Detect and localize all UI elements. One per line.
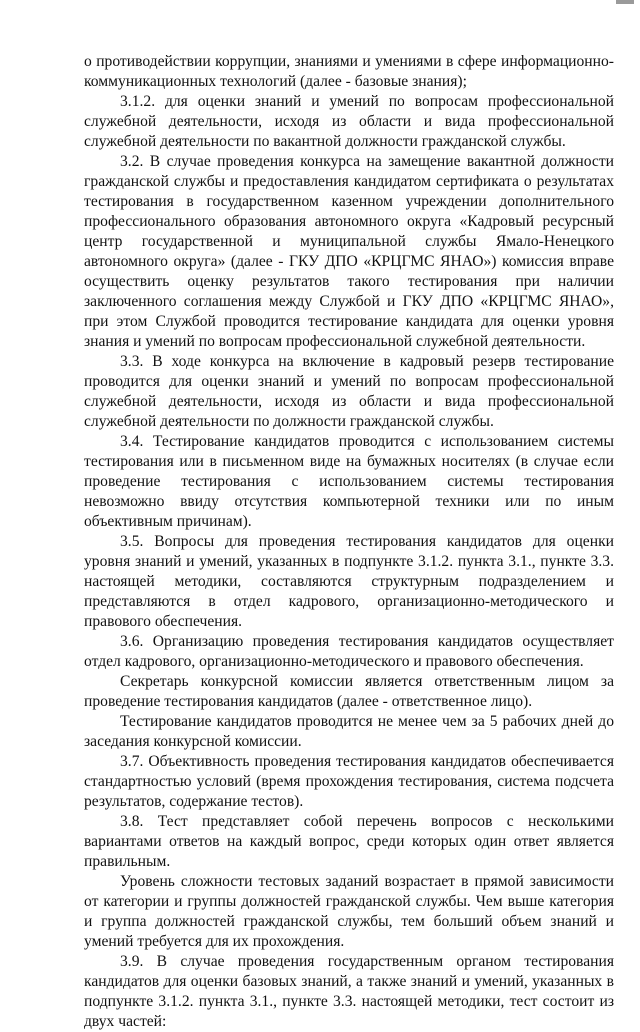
paragraph-3-7: 3.7. Объективность проведения тестирования кандидатов обеспечивается стандартностью условий (время прохождения тестирования, система подсчета результатов, содержание тестов).: [84, 753, 614, 810]
paragraph-basic-knowledge: о противодействии коррупции, знаниями и умениями в сфере информационно-коммуникационных технологий (далее - базовые знания);: [84, 53, 614, 90]
paragraph-difficulty-level: Уровень сложности тестовых заданий возрастает в прямой зависимости от категории и группы должностей гражданской службы. Чем выше категория и группа должностей гражданской службы, тем больший объем знаний и умений требуется для их прохождения.: [84, 873, 614, 950]
paragraph-secretary: Секретарь конкурсной комиссии является ответственным лицом за проведение тестирования кандидатов (далее - ответственное лицо).: [84, 673, 614, 710]
paragraph-3-9: 3.9. В случае проведения государственным органом тестирования кандидатов для оценки базовых знаний, а также знаний и умений, указанных в подпункте 3.1.2. пункта 3.1., пункте 3.3. настоящей методики, тест состоит из двух частей:: [84, 953, 614, 1030]
paragraph-testing-deadline: Тестирование кандидатов проводится не менее чем за 5 рабочих дней до заседания конкурсной комиссии.: [84, 713, 614, 750]
paragraph-3-3: 3.3. В ходе конкурса на включение в кадровый резерв тестирование проводится для оценки знаний и умений по вопросам профессиональной служебной деятельности, исходя из области и вида профессиональной служебной деятельности по должности гражданской службы.: [84, 353, 614, 430]
paragraph-3-6: 3.6. Организацию проведения тестирования кандидатов осуществляет отдел кадрового, организационно-методического и правового обеспечения.: [84, 633, 614, 670]
paragraph-3-4: 3.4. Тестирование кандидатов проводится с использованием системы тестирования или в письменном виде на бумажных носителях (в случае если проведение тестирования с использованием системы тестирования невозможно ввиду отсутствия компьютерной техники или по иным объективным причинам).: [84, 433, 614, 530]
paragraph-3-2: 3.2. В случае проведения конкурса на замещение вакантной должности гражданской службы и предоставления кандидатом сертификата о результатах тестирования в государственном казенном учреждении дополнительного профессионального образования автономного округа «Кадровый ресурсный центр государственной и муниципальной службы Ямало-Ненецкого автономного округа» (далее - ГКУ ДПО «КРЦГМС ЯНАО») комиссия вправе осуществить оценку результатов такого тестирования при наличии заключенного соглашения между Службой и ГКУ ДПО «КРЦГМС ЯНАО», при этом Службой проводится тестирование кандидата для оценки уровня знания и умений по вопросам профессиональной служебной деятельности.: [84, 153, 614, 350]
scan-edge-mark: [616, 0, 634, 4]
paragraph-3-8: 3.8. Тест представляет собой перечень вопросов с несколькими вариантами ответов на каждый вопрос, среди которых один ответ является правильным.: [84, 813, 614, 870]
paragraph-3-1-2: 3.1.2. для оценки знаний и умений по вопросам профессиональной служебной деятельности, исходя из области и вида профессиональной служебной деятельности по вакантной должности гражданской службы.: [84, 93, 614, 150]
paragraph-3-5: 3.5. Вопросы для проведения тестирования кандидатов для оценки уровня знаний и умений, указанных в подпункте 3.1.2. пункта 3.1., пункте 3.3. настоящей методики, составляются структурным подразделением и представляются в отдел кадрового, организационно-методического и правового обеспечения.: [84, 533, 614, 630]
document-page: [84, 52, 614, 1032]
